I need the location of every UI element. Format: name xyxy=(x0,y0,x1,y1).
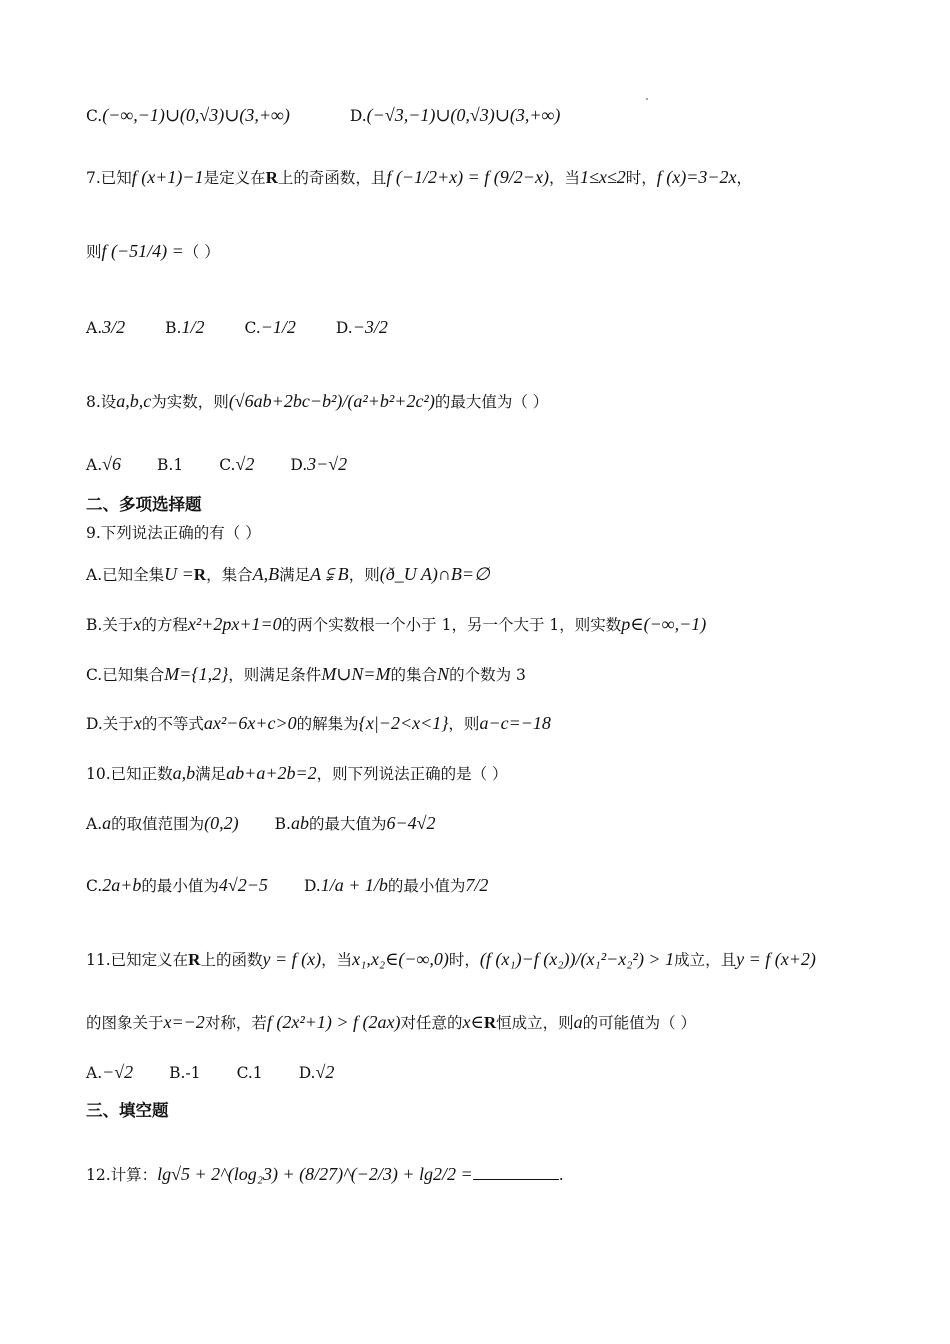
line-q7-ask xyxy=(86,242,220,261)
text: C. xyxy=(219,456,236,474)
math-expression: 3/2 xyxy=(102,317,126,337)
math-expression: x xyxy=(133,713,142,733)
text: 时， xyxy=(448,951,480,969)
text: ， xyxy=(736,169,752,187)
section-heading: 三、填空题 xyxy=(86,1101,169,1120)
math-expression: f (2x²+1) > f (2ax) xyxy=(266,1012,401,1032)
text: A. xyxy=(86,1064,103,1082)
math-expression: −3/2 xyxy=(352,317,388,337)
math-expression: 4√2−5 xyxy=(218,875,268,895)
math-expression: y = f (x) xyxy=(262,949,322,969)
line-section-2 xyxy=(86,497,202,514)
text: ，当 xyxy=(548,169,580,187)
math-expression: A ⫋ B xyxy=(310,564,349,584)
math-expression: −1/2 xyxy=(260,317,296,337)
text: 的最大值为 xyxy=(308,815,387,833)
line-q8-options xyxy=(86,455,347,474)
text: 的方程 xyxy=(141,616,188,634)
text: D. xyxy=(298,1064,316,1082)
text: 10.已知正数 xyxy=(86,765,173,783)
text: 为实数，则 xyxy=(151,393,229,411)
line-section-3 xyxy=(86,1103,169,1120)
line-q10-stem xyxy=(86,764,508,783)
text: ，则满足条件 xyxy=(228,666,322,684)
math-expression: 7/2 xyxy=(465,875,489,895)
text: 的取值范围为 xyxy=(111,815,205,833)
line-q9-stem xyxy=(86,526,261,542)
math-expression: M∪N=M xyxy=(321,664,391,684)
math-expression: (√6ab+2bc−b²)/(a²+b²+2c²) xyxy=(228,391,435,411)
math-expression: x²+2px+1=0 xyxy=(187,614,282,634)
text: . xyxy=(558,1166,564,1184)
text: 满足 xyxy=(279,566,311,584)
text: 时， xyxy=(625,169,657,187)
math-expression: a xyxy=(573,1012,583,1032)
text: C.1 xyxy=(236,1064,263,1082)
math-expression: √2 xyxy=(315,1062,335,1082)
line-q11-stem xyxy=(86,950,816,969)
text: ，则 xyxy=(348,566,380,584)
math-expression: 1/a + 1/b xyxy=(320,875,388,895)
text: C. xyxy=(244,319,261,337)
math-expression: ax²−6x+c>0 xyxy=(203,713,297,733)
line-q7-options xyxy=(86,318,388,337)
line-q9-c xyxy=(86,665,526,684)
text: 的最小值为 xyxy=(387,877,466,895)
text: 的图象关于 xyxy=(86,1014,164,1032)
text: 对任意的 xyxy=(400,1014,463,1032)
math-expression: 1≤x≤2 xyxy=(579,167,626,187)
text: D. xyxy=(335,319,353,337)
text: B.1 xyxy=(157,456,184,474)
math-expression: x∈ xyxy=(462,1012,484,1032)
text: 满足 xyxy=(195,765,227,783)
line-q7-stem xyxy=(86,168,752,187)
math-expression: a,b xyxy=(172,763,196,783)
line-q11-cont xyxy=(86,1013,696,1032)
text: B.-1 xyxy=(169,1064,201,1082)
math-expression: lg√5 + 2^(log₂3) + (8/27)^(−2/3) + lg2/2 = xyxy=(157,1164,473,1184)
math-expression: x xyxy=(133,614,142,634)
text: 的最大值为（ ） xyxy=(434,393,549,411)
math-expression: −√2 xyxy=(102,1062,134,1082)
text: C. xyxy=(86,107,103,125)
math-expression: (−∞,−1)∪(0,√3)∪(3,+∞) xyxy=(102,105,290,125)
stray-dot xyxy=(646,98,648,100)
math-expression: 6−4√2 xyxy=(386,813,436,833)
text: 11.已知定义在 xyxy=(86,951,189,969)
math-expression: f (−1/2+x) = f (9/2−x) xyxy=(386,167,549,187)
line-q9-b xyxy=(86,615,706,634)
real-numbers-symbol: R xyxy=(483,1013,497,1032)
text: ，集合 xyxy=(206,566,253,584)
math-expression: x=−2 xyxy=(163,1012,205,1032)
math-expression: (0,2) xyxy=(204,813,239,833)
line-q10-cd xyxy=(86,876,488,895)
text: C. xyxy=(86,877,103,895)
text: 恒成立，则 xyxy=(496,1014,574,1032)
text: （ ） xyxy=(183,243,220,261)
text: 的个数为 3 xyxy=(449,666,526,684)
math-expression: x₁,x₂∈(−∞,0) xyxy=(352,949,449,969)
math-expression: 3−√2 xyxy=(307,454,348,474)
line-q10-ab xyxy=(86,814,436,833)
math-expression: N xyxy=(437,664,450,684)
real-numbers-symbol: R xyxy=(188,950,201,969)
math-expression: A,B xyxy=(252,564,280,584)
text: B. xyxy=(274,815,291,833)
text: A. xyxy=(86,815,103,833)
math-expression: 1/2 xyxy=(181,317,205,337)
text: 则 xyxy=(86,243,102,261)
text: 12.计算： xyxy=(86,1166,158,1184)
text: 9.下列说法正确的有（ ） xyxy=(86,524,261,542)
text: ，则下列说法正确的是（ ） xyxy=(316,765,508,783)
text: ，当 xyxy=(321,951,353,969)
line-q11-options xyxy=(86,1063,334,1082)
math-expression: √2 xyxy=(235,454,255,474)
math-expression: U = xyxy=(164,564,194,584)
text: ，则 xyxy=(448,715,480,733)
text: 成立，且 xyxy=(674,951,737,969)
text: B.关于 xyxy=(86,616,134,634)
text: 的可能值为（ ） xyxy=(582,1014,697,1032)
text: B. xyxy=(165,319,182,337)
text: D. xyxy=(303,877,321,895)
text: 的最小值为 xyxy=(141,877,219,895)
text: 的解集为 xyxy=(296,715,359,733)
math-expression: y = f (x+2) xyxy=(736,949,816,969)
math-expression: √6 xyxy=(102,454,122,474)
math-expression: (f (x₁)−f (x₂))/(x₁²−x₂²) > 1 xyxy=(479,949,675,969)
text: A. xyxy=(86,319,103,337)
text: 的两个实数根一个小于 1，另一个大于 1，则实数 xyxy=(281,616,622,634)
text: 上的函数 xyxy=(200,951,263,969)
text: A. xyxy=(86,456,103,474)
line-q8-stem xyxy=(86,392,548,411)
math-expression: 2a+b xyxy=(102,875,142,895)
line-q6-options xyxy=(86,106,560,125)
math-expression: {x|−2<x<1} xyxy=(358,713,449,733)
math-expression: p∈(−∞,−1) xyxy=(621,614,707,634)
real-numbers-symbol: R xyxy=(193,565,207,584)
math-expression: ab+a+2b=2 xyxy=(226,763,317,783)
section-heading: 二、多项选择题 xyxy=(86,495,202,514)
math-expression: M={1,2} xyxy=(164,664,229,684)
text: 上的奇函数，且 xyxy=(277,169,387,187)
math-expression: (−√3,−1)∪(0,√3)∪(3,+∞) xyxy=(366,105,561,125)
line-q9-a xyxy=(86,565,490,584)
text: D.关于 xyxy=(86,715,134,733)
text: D. xyxy=(290,456,308,474)
text: C.已知集合 xyxy=(86,666,165,684)
math-expression: f (x)=3−2x xyxy=(656,167,737,187)
math-expression: a,b,c xyxy=(116,391,152,411)
line-q9-d xyxy=(86,714,551,733)
math-expression: a−c=−18 xyxy=(479,713,551,733)
text: 8.设 xyxy=(86,393,117,411)
math-expression: f (−51/4) = xyxy=(101,241,184,261)
text: 的不等式 xyxy=(141,715,204,733)
math-expression: (ð_U A)∩B=∅ xyxy=(379,564,490,584)
text: 对称，若 xyxy=(204,1014,267,1032)
answer-blank xyxy=(473,1165,559,1180)
text: A.已知全集 xyxy=(86,566,165,584)
real-numbers-symbol: R xyxy=(265,168,278,187)
line-q12 xyxy=(86,1165,564,1184)
text: D. xyxy=(349,107,367,125)
math-expression: f (x+1)−1 xyxy=(131,167,204,187)
text: 7.已知 xyxy=(86,169,132,187)
text: 是定义在 xyxy=(203,169,266,187)
math-expression: ab xyxy=(290,813,309,833)
text: 的集合 xyxy=(390,666,438,684)
math-expression: a xyxy=(102,813,112,833)
